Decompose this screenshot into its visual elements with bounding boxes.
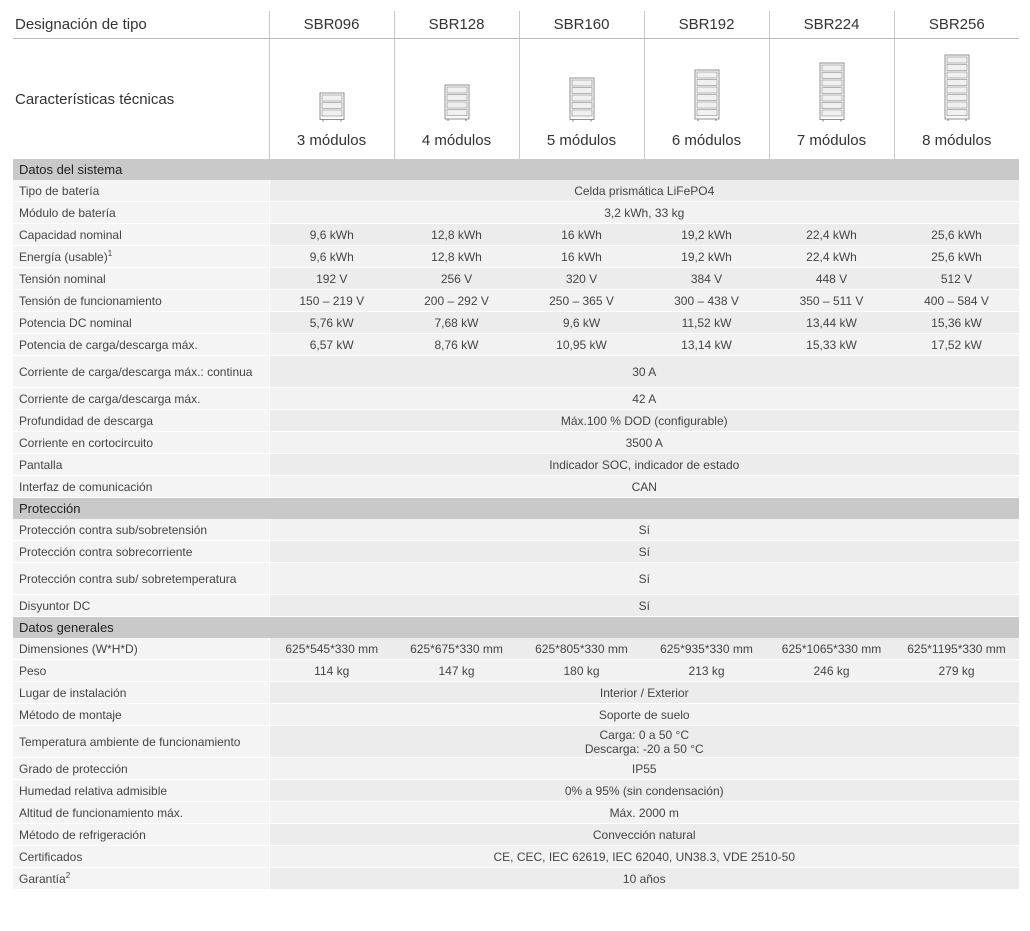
table-row — [13, 476, 1019, 498]
spanning-value: Sí — [638, 522, 650, 537]
model-name-sbr096: SBR096 — [269, 11, 394, 39]
table-row — [13, 563, 1019, 595]
value-cell: 13,14 kW — [644, 334, 769, 356]
spanning-value: 3,2 kWh, 33 kg — [604, 205, 685, 220]
spanning-value: Sí — [638, 571, 650, 586]
spanning-value: Sí — [638, 598, 650, 613]
row-label — [13, 868, 269, 890]
value-cell: 12,8 kWh — [394, 224, 519, 246]
model-cell-sbr256 — [894, 39, 1019, 160]
spanning-value-cell — [269, 519, 1019, 541]
row-label-text: Tensión nominal — [19, 271, 106, 286]
row-label-text: Peso — [19, 663, 47, 678]
value-cell: 10,95 kW — [519, 334, 644, 356]
spanning-value-cell — [269, 432, 1019, 454]
value-cell: 114 kg — [269, 660, 394, 682]
value-cell: 9,6 kWh — [269, 224, 394, 246]
spanning-value-line2: Descarga: -20 a 50 °C — [584, 741, 704, 756]
value-cell: 16 kWh — [519, 224, 644, 246]
row-label — [13, 638, 269, 660]
value-cell: 9,6 kWh — [269, 246, 394, 268]
battery-cabinet-icon — [442, 84, 472, 122]
model-name-sbr128: SBR128 — [394, 11, 519, 39]
spanning-value: Carga: 0 a 50 °C — [599, 727, 689, 742]
row-label — [13, 410, 269, 432]
spec-table — [13, 11, 1019, 890]
value-cell: 16 kWh — [519, 246, 644, 268]
row-label-text: Altitud de funcionamiento máx. — [19, 805, 184, 820]
table-row — [13, 356, 1019, 388]
spanning-value-cell — [269, 682, 1019, 704]
row-label-text: Profundidad de descarga — [19, 413, 154, 428]
value-cell: 625*675*330 mm — [394, 638, 519, 660]
model-name-sbr192: SBR192 — [644, 11, 769, 39]
module-count-label: 7 módulos — [796, 132, 867, 149]
section-header — [13, 617, 1019, 639]
battery-cabinet-icon — [817, 62, 847, 123]
battery-cabinet-icon — [567, 77, 597, 123]
row-label — [13, 541, 269, 563]
row-label-text: Garantía — [19, 872, 66, 886]
footnote-marker: 2 — [65, 871, 71, 880]
row-label — [13, 824, 269, 846]
table-row — [13, 868, 1019, 890]
value-cell: 625*805*330 mm — [519, 638, 644, 660]
table-row — [13, 802, 1019, 824]
row-label — [13, 476, 269, 498]
spanning-value: Celda prismática LiFePO4 — [574, 183, 715, 198]
row-label — [13, 563, 269, 595]
designation-label: Designación de tipo — [13, 11, 269, 39]
spanning-value-cell — [269, 563, 1019, 595]
spanning-value: 42 A — [632, 391, 657, 406]
section-title: Datos generales — [13, 617, 1019, 639]
value-cell: 12,8 kWh — [394, 246, 519, 268]
model-name-sbr160: SBR160 — [519, 11, 644, 39]
module-count-label: 8 módulos — [922, 132, 992, 149]
value-cell: 625*1065*330 mm — [769, 638, 894, 660]
spec-sheet — [13, 11, 1019, 890]
row-label-text: Potencia de carga/descarga máx. — [19, 337, 198, 352]
row-label-text: Corriente en cortocircuito — [19, 435, 154, 450]
spanning-value: IP55 — [631, 761, 657, 776]
table-row — [13, 290, 1019, 312]
row-label — [13, 519, 269, 541]
spanning-value-cell — [269, 388, 1019, 410]
row-label — [13, 682, 269, 704]
value-cell: 6,57 kW — [269, 334, 394, 356]
value-cell: 147 kg — [394, 660, 519, 682]
spanning-value: Soporte de suelo — [598, 707, 690, 722]
table-row — [13, 454, 1019, 476]
value-cell: 246 kg — [769, 660, 894, 682]
row-label — [13, 246, 269, 268]
section-header — [13, 159, 1019, 180]
spanning-value-cell — [269, 846, 1019, 868]
value-cell: 300 – 438 V — [644, 290, 769, 312]
row-label-text: Protección contra sub/ sobretemperatura — [19, 571, 237, 586]
module-count-label: 3 módulos — [296, 132, 367, 149]
value-cell: 17,52 kW — [894, 334, 1019, 356]
table-row — [13, 682, 1019, 704]
value-cell: 512 V — [894, 268, 1019, 290]
table-row — [13, 726, 1019, 758]
spanning-value-cell — [269, 595, 1019, 617]
row-label-text: Potencia DC nominal — [19, 315, 132, 330]
value-cell: 11,52 kW — [644, 312, 769, 334]
row-label-text: Tipo de batería — [19, 183, 100, 198]
value-cell: 22,4 kWh — [769, 246, 894, 268]
spanning-value-cell — [269, 202, 1019, 224]
row-label — [13, 388, 269, 410]
value-cell: 13,44 kW — [769, 312, 894, 334]
value-cell: 5,76 kW — [269, 312, 394, 334]
table-row — [13, 312, 1019, 334]
value-cell: 15,33 kW — [769, 334, 894, 356]
value-cell: 150 – 219 V — [269, 290, 394, 312]
table-row — [13, 824, 1019, 846]
value-cell: 279 kg — [894, 660, 1019, 682]
row-label — [13, 726, 269, 758]
model-name-sbr256: SBR256 — [894, 11, 1019, 39]
table-row — [13, 595, 1019, 617]
table-row — [13, 704, 1019, 726]
row-label — [13, 312, 269, 334]
section-title: Datos del sistema — [13, 159, 1019, 180]
row-label-text: Protección contra sub/sobretensión — [19, 522, 208, 537]
module-count-label: 5 módulos — [546, 132, 617, 149]
row-label-text: Interfaz de comunicación — [19, 479, 153, 494]
value-cell: 200 – 292 V — [394, 290, 519, 312]
row-label — [13, 758, 269, 780]
row-label — [13, 180, 269, 202]
table-row — [13, 780, 1019, 802]
value-cell: 350 – 511 V — [769, 290, 894, 312]
battery-cabinet-icon — [317, 92, 347, 123]
row-label — [13, 202, 269, 224]
row-label-text: Pantalla — [19, 457, 63, 472]
spanning-value: Indicador SOC, indicador de estado — [549, 457, 740, 472]
row-label — [13, 846, 269, 868]
section-header — [13, 498, 1019, 520]
value-cell: 256 V — [394, 268, 519, 290]
spanning-value: 10 años — [622, 871, 666, 886]
value-cell: 8,76 kW — [394, 334, 519, 356]
table-row — [13, 410, 1019, 432]
row-label — [13, 780, 269, 802]
table-row — [13, 334, 1019, 356]
spanning-value-cell — [269, 726, 1019, 758]
value-cell: 9,6 kW — [519, 312, 644, 334]
value-cell: 384 V — [644, 268, 769, 290]
model-cell-sbr192 — [644, 39, 769, 160]
table-row — [13, 758, 1019, 780]
row-label — [13, 660, 269, 682]
spanning-value: CE, CEC, IEC 62619, IEC 62040, UN38.3, VDE 2510-50 — [493, 849, 795, 864]
spanning-value-cell — [269, 454, 1019, 476]
spanning-value-cell — [269, 758, 1019, 780]
spanning-value-cell — [269, 868, 1019, 890]
row-label-text: Corriente de carga/descarga máx.: continua — [19, 364, 253, 379]
model-cell-sbr096 — [269, 39, 394, 160]
row-label-text: Método de montaje — [19, 707, 122, 722]
table-row — [13, 846, 1019, 868]
value-cell: 213 kg — [644, 660, 769, 682]
model-cell-sbr128 — [394, 39, 519, 160]
value-cell: 250 – 365 V — [519, 290, 644, 312]
row-label-text: Capacidad nominal — [19, 227, 122, 242]
spanning-value-cell — [269, 824, 1019, 846]
spanning-value: Interior / Exterior — [599, 685, 689, 700]
row-label-text: Tensión de funcionamiento — [19, 293, 162, 308]
value-cell: 625*935*330 mm — [644, 638, 769, 660]
model-cell-sbr224 — [769, 39, 894, 160]
row-label-text: Grado de protección — [19, 761, 128, 776]
row-label — [13, 595, 269, 617]
row-label-text: Corriente de carga/descarga máx. — [19, 391, 201, 406]
spanning-value: Sí — [638, 544, 650, 559]
row-label-text: Protección contra sobrecorriente — [19, 544, 193, 559]
value-cell: 320 V — [519, 268, 644, 290]
spanning-value: Máx. 2000 m — [609, 805, 679, 820]
value-cell: 25,6 kWh — [894, 224, 1019, 246]
row-label — [13, 224, 269, 246]
value-cell: 7,68 kW — [394, 312, 519, 334]
row-label — [13, 356, 269, 388]
value-cell: 192 V — [269, 268, 394, 290]
table-row — [13, 660, 1019, 682]
value-cell: 625*1195*330 mm — [894, 638, 1019, 660]
spanning-value: Convección natural — [592, 827, 696, 842]
table-row — [13, 202, 1019, 224]
spanning-value-cell — [269, 802, 1019, 824]
row-label-text: Certificados — [19, 849, 83, 864]
value-cell: 400 – 584 V — [894, 290, 1019, 312]
table-row — [13, 541, 1019, 563]
table-row — [13, 638, 1019, 660]
value-cell: 22,4 kWh — [769, 224, 894, 246]
value-cell: 19,2 kWh — [644, 224, 769, 246]
row-label — [13, 454, 269, 476]
value-cell: 25,6 kWh — [894, 246, 1019, 268]
spanning-value: CAN — [631, 479, 657, 494]
table-row — [13, 432, 1019, 454]
row-label — [13, 290, 269, 312]
features-label: Características técnicas — [15, 90, 175, 108]
row-label-text: Temperatura ambiente de funcionamiento — [19, 734, 241, 749]
value-cell: 15,36 kW — [894, 312, 1019, 334]
row-label-text: Dimensiones (W*H*D) — [19, 641, 138, 656]
row-label-text: Energía (usable) — [19, 250, 108, 264]
module-count-label: 4 módulos — [421, 132, 492, 149]
row-label — [13, 334, 269, 356]
module-count-label: 6 módulos — [671, 132, 742, 149]
spanning-value-cell — [269, 476, 1019, 498]
spanning-value: 0% a 95% (sin condensación) — [564, 783, 724, 798]
table-row — [13, 519, 1019, 541]
spanning-value-cell — [269, 541, 1019, 563]
row-label — [13, 802, 269, 824]
row-label — [13, 268, 269, 290]
value-cell: 448 V — [769, 268, 894, 290]
row-label-text: Módulo de batería — [19, 205, 116, 220]
model-cell-sbr160 — [519, 39, 644, 160]
spanning-value-cell — [269, 704, 1019, 726]
table-row — [13, 180, 1019, 202]
row-label-text: Disyuntor DC — [19, 598, 91, 613]
spanning-value: 3500 A — [625, 435, 663, 450]
table-row — [13, 224, 1019, 246]
section-title: Protección — [13, 498, 1019, 520]
spanning-value: Máx.100 % DOD (configurable) — [560, 413, 728, 428]
model-name-sbr224: SBR224 — [769, 11, 894, 39]
battery-cabinet-icon — [942, 54, 972, 122]
spanning-value-cell — [269, 410, 1019, 432]
battery-cabinet-icon — [692, 69, 722, 122]
row-label — [13, 704, 269, 726]
spanning-value-cell — [269, 356, 1019, 388]
spanning-value-cell — [269, 780, 1019, 802]
spanning-value-cell — [269, 180, 1019, 202]
footnote-marker: 1 — [107, 249, 113, 258]
value-cell: 180 kg — [519, 660, 644, 682]
value-cell: 625*545*330 mm — [269, 638, 394, 660]
table-row — [13, 268, 1019, 290]
spanning-value: 30 A — [632, 364, 657, 379]
row-label-text: Método de refrigeración — [19, 827, 146, 842]
table-row — [13, 388, 1019, 410]
row-label-text: Lugar de instalación — [19, 685, 127, 700]
table-row — [13, 246, 1019, 268]
value-cell: 19,2 kWh — [644, 246, 769, 268]
row-label — [13, 432, 269, 454]
row-label-text: Humedad relativa admisible — [19, 783, 168, 798]
